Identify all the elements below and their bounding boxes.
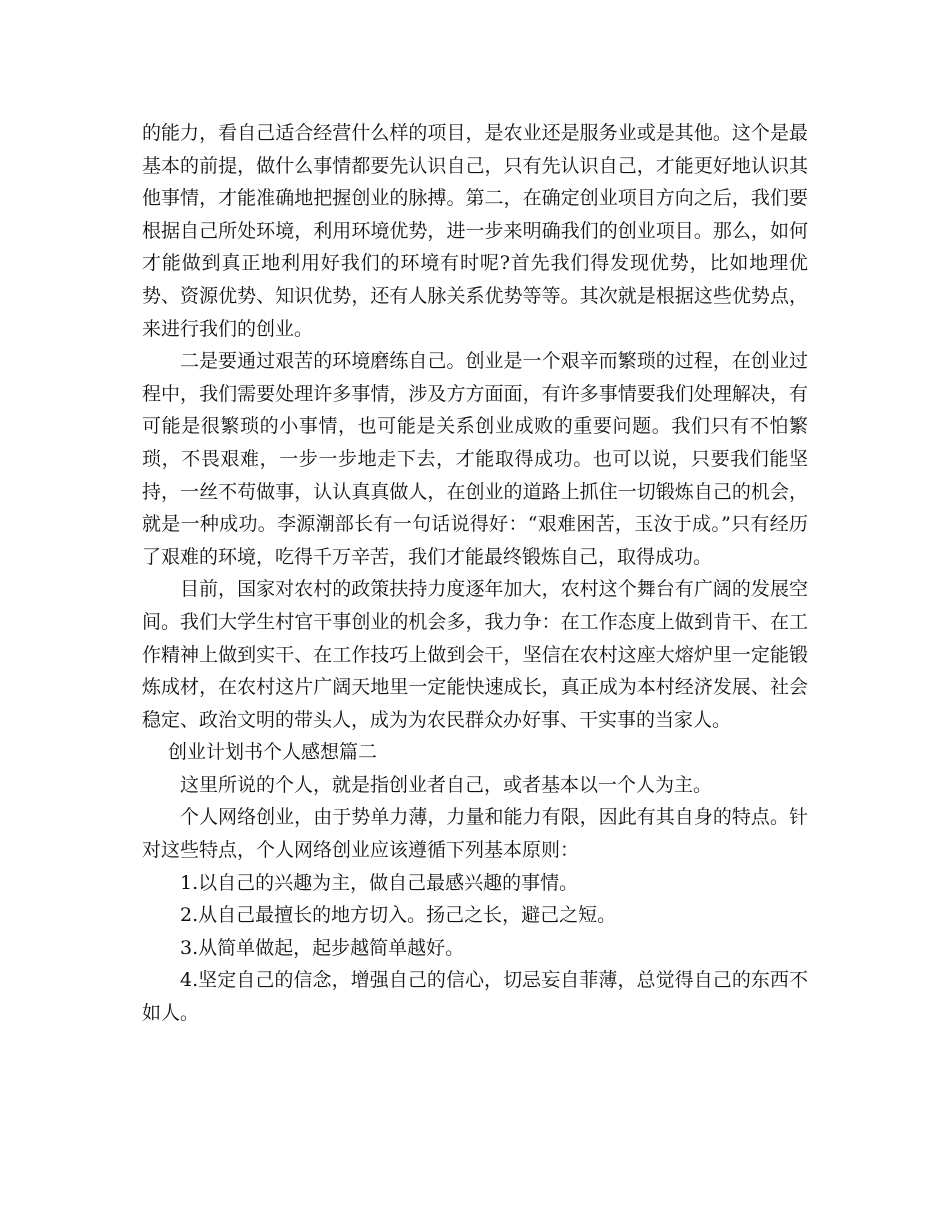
paragraph-policy: 目前，国家对农村的政策扶持力度逐年加大，农村这个舞台有广阔的发展空间。我们大学生村官干事创业的机会多，我力争：在工作态度上做到肯干、在工作精神上做到实干、在工作技巧上做到会干，坚信在农村这座大熔炉里一定能锻炼成材，在农村这片广阔天地里一定能快速成长，真正成为本村经济发展、社会稳定、政治文明的带头人，成为为农民群众办好事、干实事的当家人。: [142, 578, 808, 731]
list-item: 3.从简单做起，起步越简单越好。: [180, 936, 465, 959]
paragraph-continuation: 的能力，看自己适合经营什么样的项目，是农业还是服务业或是其他。这个是最基本的前提，做什么事情都要先认识自己，只有先认识自己，才能更好地认识其他事情，才能准确地把握创业的脉搏。第二，在确定创业项目方向之后，我们要根据自己所处环境，利用环境优势，进一步来明确我们的创业项目。那么，如何才能做到真正地利用好我们的环境有时呢?首先我们得发现优势，比如地理优势、资源优势、知识优势，还有人脉关系优势等等。其次就是根据这些优势点，来进行我们的创业。: [142, 122, 808, 340]
document-body: [142, 117, 808, 1030]
paragraph-principles-intro: 个人网络创业，由于势单力薄，力量和能力有限，因此有其自身的特点。针对这些特点，个人网络创业应该遵循下列基本原则：: [142, 806, 808, 862]
list-item: 1.以自己的兴趣为主，做自己最感兴趣的事情。: [180, 871, 579, 894]
section-heading: 创业计划书个人感想篇二: [168, 741, 378, 764]
list-item: 2.从自己最擅长的地方切入。扬己之长，避己之短。: [180, 904, 617, 927]
paragraph-hardship: 二是要通过艰苦的环境磨练自己。创业是一个艰辛而繁琐的过程，在创业过程中，我们需要处理许多事情，涉及方方面面，有许多事情要我们处理解决，有可能是很繁琐的小事情，也可能是关系创业成败的重要问题。我们只有不怕繁琐，不畏艰难，一步一步地走下去，才能取得成功。也可以说，只要我们能坚持，一丝不苟做事，认认真真做人，在创业的道路上抓住一切锻炼自己的机会，就是一种成功。李源潮部长有一句话说得好：“艰难困苦，玉汝于成。”只有经历了艰难的环境，吃得千万辛苦，我们才能最终锻炼自己，取得成功。: [142, 350, 808, 568]
list-item: 4.坚定自己的信念，增强自己的信心，切忌妄自菲薄，总觉得自己的东西不如人。: [142, 969, 808, 1025]
paragraph-individual: 这里所说的个人，就是指创业者自己，或者基本以一个人为主。: [180, 773, 713, 796]
